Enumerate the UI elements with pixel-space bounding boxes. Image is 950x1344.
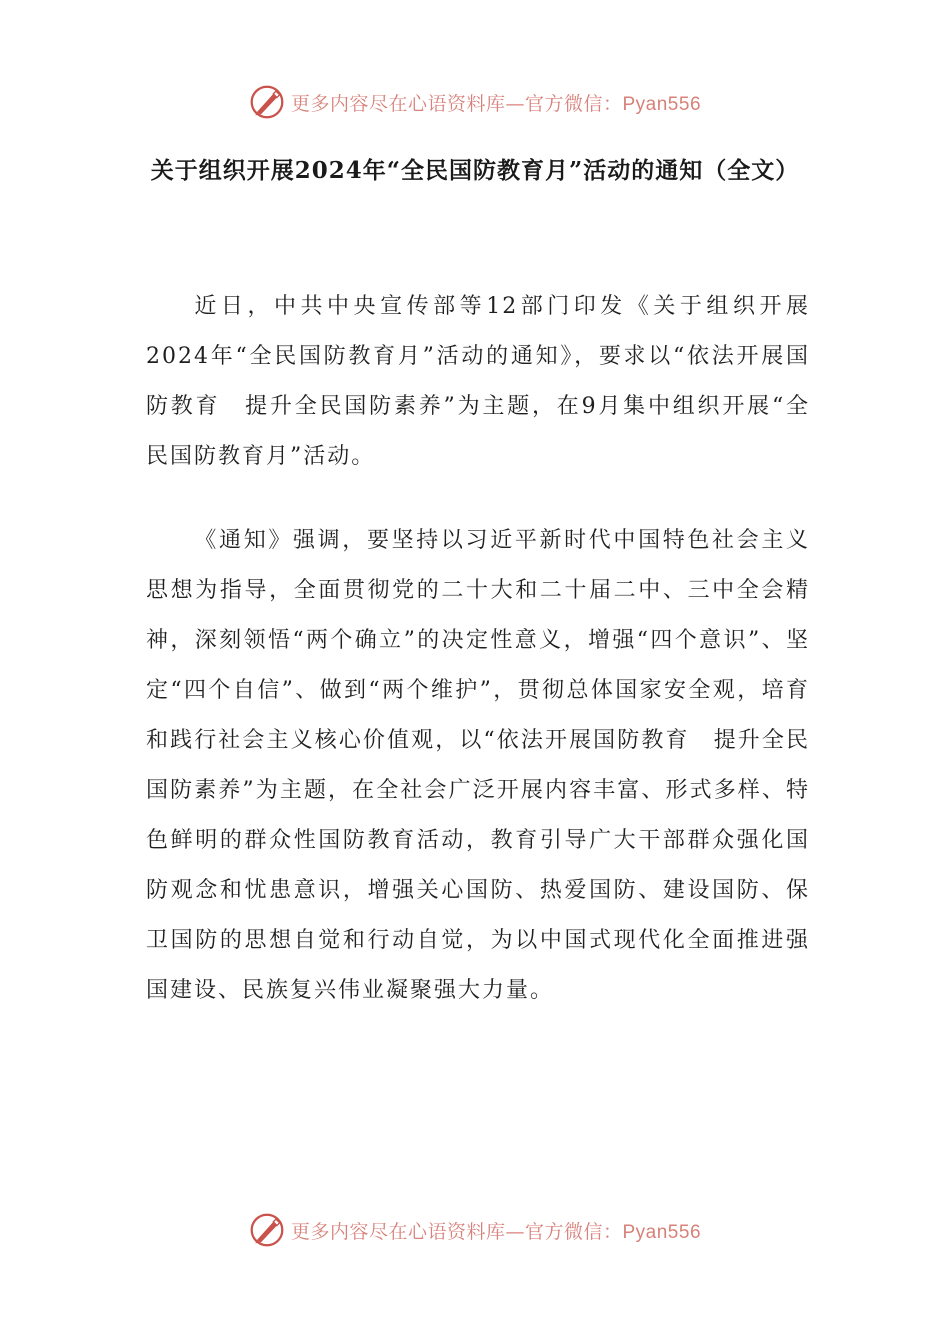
watermark-wechat-id: Pyan556 bbox=[622, 1221, 702, 1243]
watermark-text: 更多内容尽在心语资料库—官方微信：Pyan556 bbox=[290, 1220, 702, 1243]
body-paragraph: 近日，中共中央宣传部等12部门印发《关于组织开展2024年“全民国防教育月”活动的通知》，要求以“依法开展国防教育 提升全民国防素养”为主题，在9月集中组织开展“全民国防教育月”活动。 bbox=[146, 294, 810, 469]
body-paragraph-1-block bbox=[146, 282, 810, 482]
body-paragraph: 《通知》强调，要坚持以习近平新时代中国特色社会主义思想为指导，全面贯彻党的二十大和二十届二中、三中全会精神，深刻领悟“两个确立”的决定性意义，增强“四个意识”、坚定“四个自信”、做到“两个维护”，贯彻总体国家安全观，培育和践行社会主义核心价值观，以“依法开展国防教育 提升全民国防素养”为主题，在全社会广泛开展内容丰富、形式多样、特色鲜明的群众性国防教育活动，教育引导广大干部群众强化国防观念和忧患意识，增强关心国防、热爱国防、建设国防、保卫国防的思想自觉和行动自觉，为以中国式现代化全面推进强国建设、民族复兴伟业凝聚强大力量。 bbox=[146, 528, 810, 1003]
watermark-footer bbox=[0, 1210, 950, 1250]
watermark-wechat-id: Pyan556 bbox=[622, 93, 702, 115]
body-paragraph-2-block bbox=[146, 516, 810, 1016]
pen-logo-icon bbox=[249, 84, 285, 120]
watermark-header bbox=[0, 82, 950, 122]
pen-logo-icon bbox=[249, 1212, 285, 1248]
watermark-text: 更多内容尽在心语资料库—官方微信：Pyan556 bbox=[290, 92, 702, 115]
document-title: 关于组织开展2024年“全民国防教育月”活动的通知（全文） bbox=[150, 157, 800, 184]
